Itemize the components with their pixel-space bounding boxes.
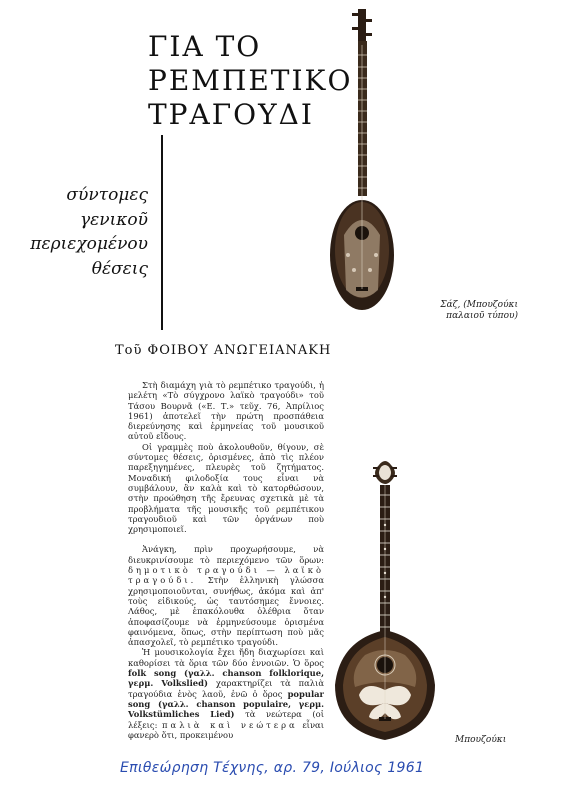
paragraph-4-f: παλιὰ καὶ νεώτερα (162, 719, 298, 730)
paragraph-1-text: Στὴ διαμάχη γιὰ τὸ ρεμπέτικο τραγούδι, ἡ μελέτη «Τὸ σύγχρονο λαϊκὸ τραγούδι» τοῦ Τάσου Βουρνᾶ («Ε. Τ.» τεῦχ. 76, Ἀπρίλιος 1961) ἀποτελεῖ τὴν πρώτη προσπάθεια διερεύνησης καὶ ἑρμηνείας τοῦ μουσικοῦ αὐτοῦ εἴδους. (128, 380, 324, 442)
article-subtitle (0, 183, 148, 281)
paragraph-2 (128, 442, 324, 535)
bouzouki-illustration (335, 455, 455, 745)
paragraph-3 (128, 544, 324, 647)
article-title (148, 30, 353, 132)
paragraph-4-b: folk song (γαλλ. chanson folklorique, γερμ. Volkslied) (128, 668, 324, 689)
paragraph-4-c: χαρακτηρίζει τὰ παλιὰ τραγούδια ἑνὸς λαοῦ, ἐνῶ ὁ ὅρος (128, 678, 324, 699)
paragraph-4-g: εἶναι φανερὸ ὅτι, προκειμένου (128, 719, 324, 740)
saz-neck (358, 41, 367, 196)
paragraph-1 (128, 380, 324, 442)
subtitle-line-4: θέσεις (91, 258, 148, 279)
paragraph-4-d: popular song (γαλλ. chanson populaire, γερμ. Volkstümliches Lied) (128, 688, 324, 720)
title-line-1: ΓΙΑ ΤΟ (148, 30, 262, 63)
paragraph-3-rest: Στὴν ἑλληνικὴ γλώσσα χρησιμοποιοῦνται, συνήθως, ἀκόμα καὶ ἀπ' τοὺς εἰδικούς, ὡς ταυτόσημες ἔννοιες. Λάθος, μὲ ἐπακόλουθα ὀλέθρια ὅταν ἀποφασίζουμε νὰ ἑρμηνεύσουμε ὁρισμένα φαινόμενα, ὅπως, στὴν περίπτωση ποὺ μᾶς ἀπασχολεῖ, τὸ ρεμπέτικο τραγούδι. (128, 575, 324, 648)
saz-illustration (318, 5, 418, 315)
title-line-3: ΤΡΑΓΟΥΔΙ (148, 98, 314, 131)
subtitle-line-2: γενικοῦ (80, 209, 148, 230)
title-divider (161, 135, 163, 330)
bouzouki-caption: Μπουζούκι (455, 735, 507, 745)
paragraph-4 (128, 647, 324, 740)
article-body (128, 380, 324, 740)
title-line-2: ΡΕΜΠΕΤΙΚΟ (148, 64, 353, 97)
paragraph-3-start: Ἀνάγκη, πρὶν προχωρήσουμε, νὰ διευκρινίσουμε τὸ περιεχόμενο τῶν ὅρων: (128, 544, 324, 565)
paragraph-2-text: Οἱ γραμμὲς ποὺ ἀκολουθοῦν, θίγουν, σὲ σύντομες θέσεις, ὁρισμένες, ἀπὸ τὶς πλέον παρεξηγημένες, πλευρὲς τοῦ ζητήματος. Μοναδική φιλοδοξία τους εἶναι νὰ συμβάλουν, ἂν καλὰ καὶ τὸ κατορθώσουν, στὴν προώθηση τῆς ἔρευνας σχετικὰ μὲ τὰ προβλήματα τῆς μουσικῆς τοῦ ρεμπέτικου τραγουδιοῦ καὶ τῶν ὀργάνων ποὺ χρησιμοποιεῖ. (128, 441, 324, 535)
paragraph-4-e: τὰ νεώτερα (οἱ λέξεις: (128, 709, 324, 730)
subtitle-line-1: σύντομες (66, 185, 148, 205)
saz-peghead (358, 9, 366, 43)
author-byline: Τοῦ ΦΟΙΒΟΥ ΑΝΩΓΕΙΑΝΑΚΗ (115, 343, 332, 358)
subtitle-line-3: περιεχομένου (30, 234, 148, 254)
saz-caption: Σάζ, (Μπουζούκι παλαιοῦ τύπου) (440, 300, 518, 321)
paragraph-3-spaced: δημοτικὸ τραγούδι — λαϊκὸ τραγούδι. (128, 565, 324, 586)
paragraph-4-a: Ἡ μουσικολογία ἔχει ἤδη διαχωρίσει καὶ καθορίσει τὰ ὅρια τῶν δύο ἐννοιῶν. Ὁ ὅρος (128, 647, 324, 668)
handwritten-source-note: Επιθεώρηση Τέχνης, αρ. 79, Ιούλιος 1961 (120, 760, 425, 776)
